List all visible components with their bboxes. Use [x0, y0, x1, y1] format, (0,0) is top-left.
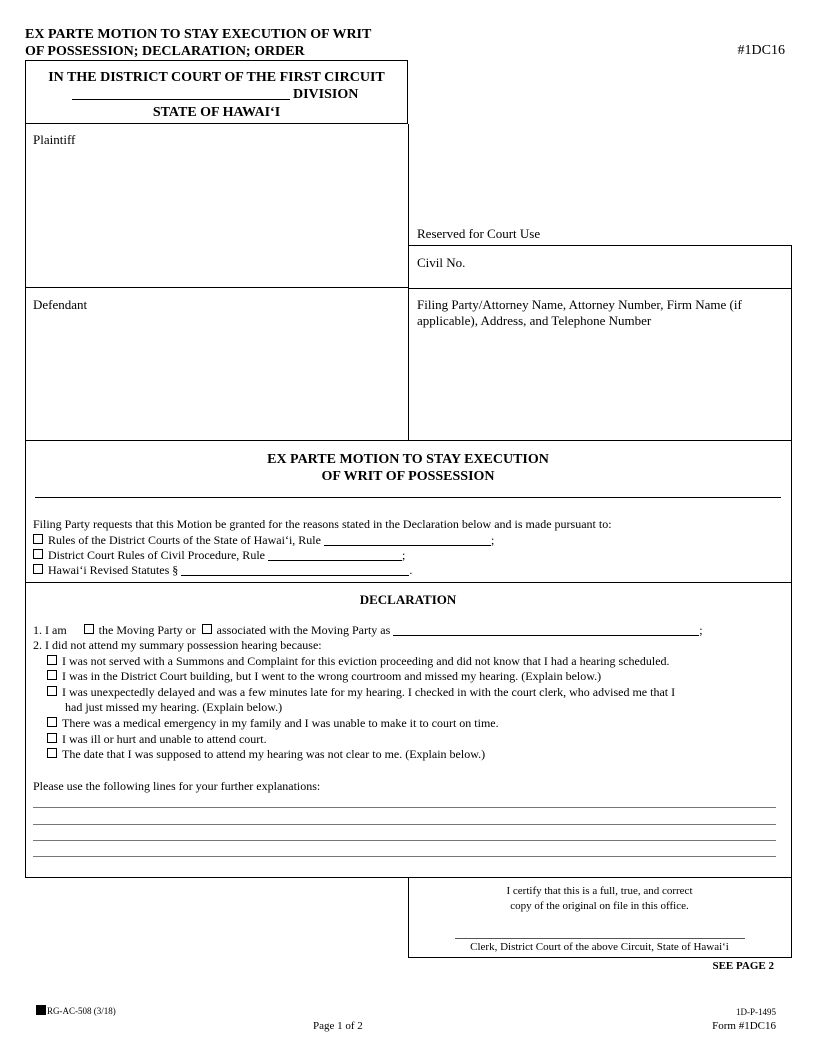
motion-option-hrs: Hawai‘i Revised Statutes § .: [33, 563, 412, 578]
reason-medical-emergency: There was a medical emergency in my family and I was unable to make it to court on time.: [47, 716, 499, 731]
plaintiff-label: Plaintiff: [33, 132, 76, 147]
reason-delayed: I was unexpectedly delayed and was a few minutes late for my hearing. I checked in with the court clerk, who advised me that I: [47, 685, 675, 700]
form-id: RG-AC-508 (3/18): [36, 1005, 116, 1016]
title-line-1: EX PARTE MOTION TO STAY EXECUTION OF WRIT: [25, 27, 372, 42]
reason-date-unclear-checkbox[interactable]: [47, 748, 57, 758]
reason-delayed-checkbox[interactable]: [47, 686, 57, 696]
filing-party-line-1: Filing Party/Attorney Name, Attorney Number, Firm Name (if: [417, 297, 742, 312]
explanation-line-2[interactable]: [33, 824, 776, 825]
right-border-top: [791, 245, 792, 441]
motion-title-line-1: EX PARTE MOTION TO STAY EXECUTION: [267, 452, 549, 467]
declaration-item-2: 2. I did not attend my summary possession hearing because:: [33, 638, 322, 652]
reserved-court-use: Reserved for Court Use: [417, 226, 541, 241]
civil-no-label: Civil No.: [417, 255, 466, 270]
declaration-title: DECLARATION: [359, 592, 457, 607]
clerk-signature-line[interactable]: [455, 938, 745, 939]
reason-delayed-continued: had just missed my hearing. (Explain below.): [65, 700, 283, 714]
motion-intro: Filing Party requests that this Motion be granted for the reasons stated in the Declaration below and is made pursuant to:: [33, 517, 612, 531]
explanation-line-4[interactable]: [33, 856, 776, 857]
middle-divider-top: [408, 124, 409, 441]
filing-party-label: [417, 297, 742, 329]
district-rules-blank[interactable]: [324, 534, 491, 546]
moving-party-checkbox[interactable]: [84, 624, 94, 634]
associated-as-blank[interactable]: [393, 624, 699, 636]
hrs-blank[interactable]: [181, 564, 409, 576]
motion-option-civil-procedure: District Court Rules of Civil Procedure, Rule ;: [33, 548, 405, 563]
explanation-line-3[interactable]: [33, 840, 776, 841]
clerk-label: Clerk, District Court of the above Circuit, State of Hawai‘i: [470, 941, 729, 953]
motion-separator: [35, 497, 781, 498]
right-border-bottom: [791, 440, 792, 878]
title-line-2: OF POSSESSION; DECLARATION; ORDER: [25, 44, 305, 59]
reason-not-served: I was not served with a Summons and Complaint for this eviction proceeding and did not know that I had a hearing scheduled.: [47, 654, 670, 669]
defendant-label: Defendant: [33, 297, 88, 312]
civil-procedure-checkbox[interactable]: [33, 549, 43, 559]
reason-date-unclear: The date that I was supposed to attend my hearing was not clear to me. (Explain below.): [47, 747, 485, 762]
page-number: Page 1 of 2: [313, 1020, 363, 1032]
explain-prompt: Please use the following lines for your further explanations:: [33, 779, 321, 793]
hrs-checkbox[interactable]: [33, 564, 43, 574]
reason-not-served-checkbox[interactable]: [47, 655, 57, 665]
civil-no-top-line: [408, 245, 791, 246]
associated-party-checkbox[interactable]: [202, 624, 212, 634]
declaration-item-1: 1. I am the Moving Party or associated with the Moving Party as ;: [33, 623, 703, 637]
motion-title: [25, 451, 791, 485]
district-rules-checkbox[interactable]: [33, 534, 43, 544]
motion-title-line-2: OF WRIT OF POSSESSION: [321, 469, 495, 484]
motion-top-line: [25, 440, 791, 441]
reason-medical-emergency-checkbox[interactable]: [47, 717, 57, 727]
certify-right-border: [791, 877, 792, 958]
declaration-top-line: [25, 582, 791, 583]
civil-no-bottom-line: [408, 288, 791, 289]
plaintiff-defendant-divider: [25, 287, 408, 288]
certify-line-2: copy of the original on file in this office.: [510, 900, 689, 912]
certify-bottom-line: [408, 957, 791, 958]
certify-text: [408, 884, 791, 914]
civil-procedure-blank[interactable]: [268, 549, 402, 561]
reason-ill: I was ill or hurt and unable to attend court.: [47, 732, 267, 747]
division-blank[interactable]: [72, 88, 290, 100]
reason-ill-checkbox[interactable]: [47, 733, 57, 743]
judiciary-logo-icon: [36, 1005, 46, 1015]
explanation-line-1[interactable]: [33, 807, 776, 808]
reason-wrong-courtroom: I was in the District Court building, but I went to the wrong courtroom and missed my hearing. (Explain below.): [47, 669, 601, 684]
filing-party-line-2: applicable), Address, and Telephone Number: [417, 313, 652, 328]
left-border: [25, 124, 26, 878]
certify-line-1: I certify that this is a full, true, and correct: [506, 885, 693, 897]
reason-wrong-courtroom-checkbox[interactable]: [47, 670, 57, 680]
motion-option-district-rules: Rules of the District Courts of the State of Hawai‘i, Rule ;: [33, 533, 494, 548]
form-number: 1D-P-1495: [736, 1007, 776, 1017]
see-page-2: SEE PAGE 2: [712, 960, 774, 972]
division-line: [72, 87, 358, 103]
court-caption-box: [25, 60, 408, 124]
court-name: IN THE DISTRICT COURT OF THE FIRST CIRCUIT: [48, 70, 385, 85]
form-code: #1DC16: [737, 43, 785, 58]
form-name: Form #1DC16: [712, 1020, 776, 1032]
division-label: DIVISION: [293, 87, 359, 102]
document-title: [25, 26, 371, 60]
state-name: STATE OF HAWAI‘I: [152, 105, 281, 120]
